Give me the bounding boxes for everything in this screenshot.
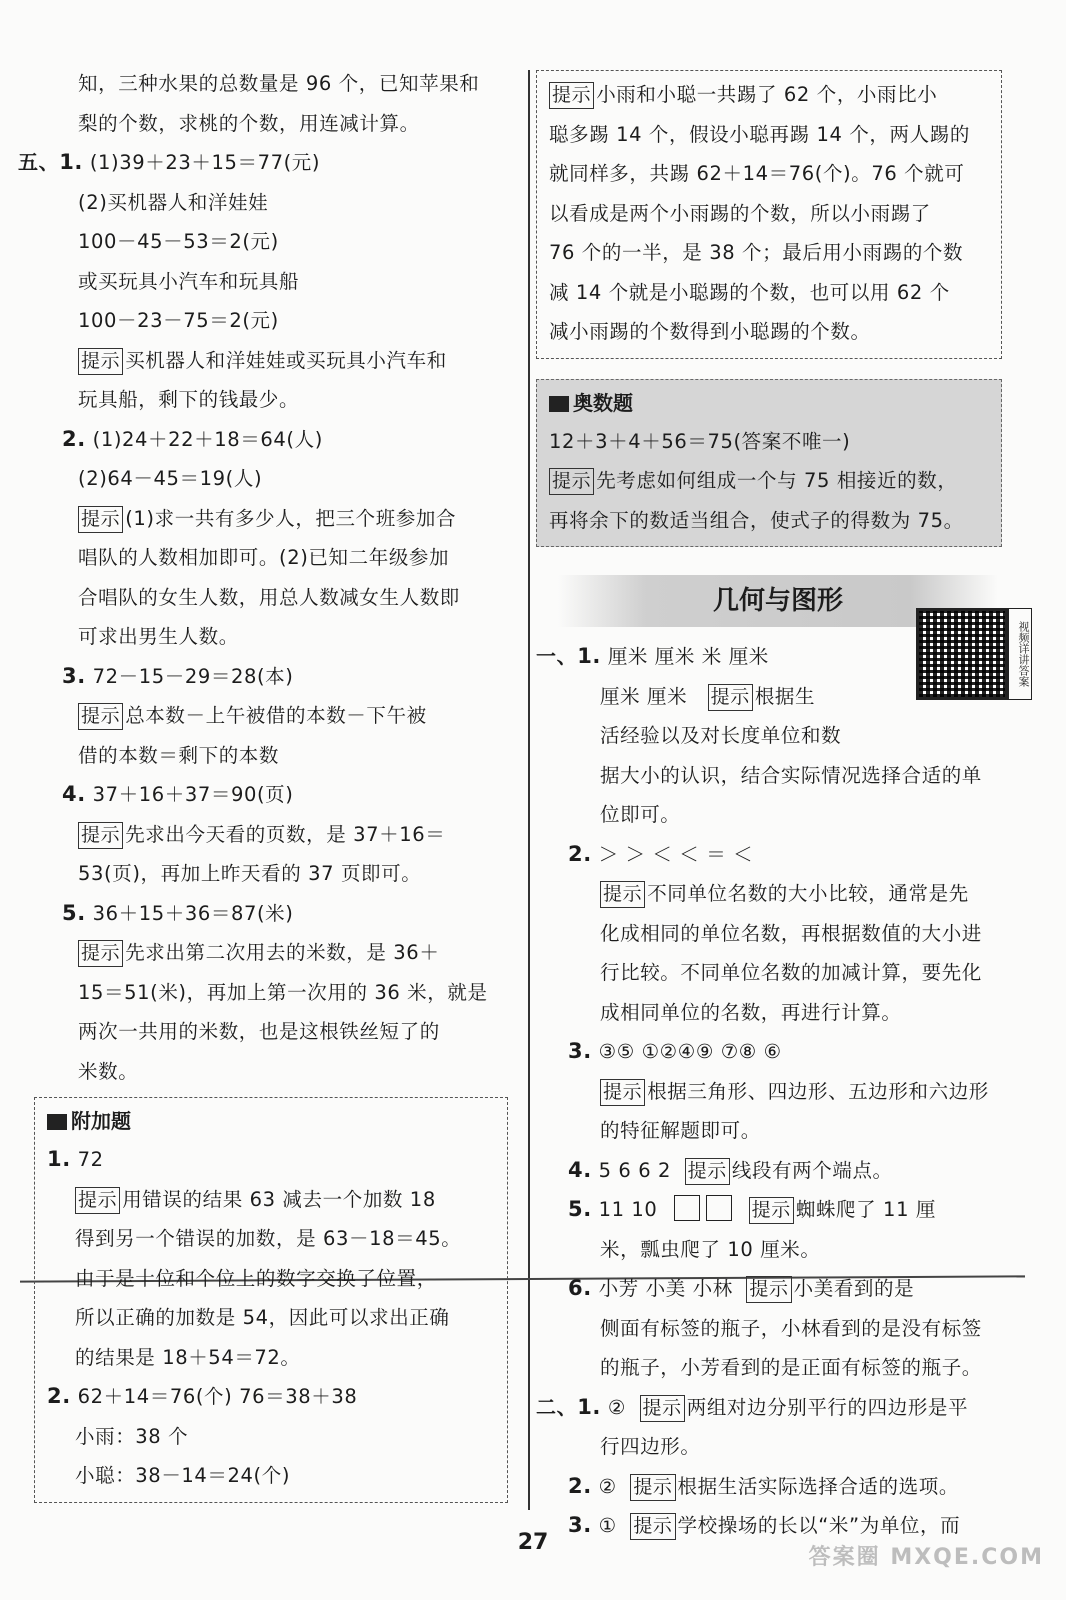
- answer-text: 厘米 厘米 米 厘米: [607, 645, 769, 668]
- question-number: 1.: [59, 150, 83, 174]
- tip-line: 以看成是两个小雨踢的个数，所以小雨踢了: [549, 201, 931, 225]
- tip-label: 提示: [78, 506, 123, 533]
- tip-text: 根据生: [754, 684, 816, 708]
- question-number: 2.: [47, 1384, 71, 1408]
- sec1-q5-line1: [536, 1190, 1036, 1230]
- answer-line: 小雨：38 个: [75, 1424, 189, 1448]
- tip-text: 小雨和小聪一共踢了 62 个，小雨比小: [596, 83, 938, 106]
- watermark-logo: 答案圈 MXQE.COM: [808, 1545, 1044, 1570]
- right-column: [536, 70, 1036, 1546]
- tip-line: 米数。: [78, 1059, 139, 1083]
- tip-line: 聪多踢 14 个，假设小聪再踢 14 个，两人踢的: [549, 122, 970, 146]
- answer-text: ③⑤ ①②④⑨ ⑦⑧ ⑥: [598, 1040, 782, 1063]
- question-number: 1.: [577, 644, 601, 668]
- answer-text: 11 10: [598, 1198, 658, 1221]
- sec5-q1-line1: [18, 143, 524, 183]
- tip-line: 活经验以及对长度单位和数: [600, 724, 842, 747]
- tip-text: 根据生活实际选择合适的选项。: [677, 1474, 959, 1498]
- tip-line: [18, 499, 524, 539]
- blank-box-icon: [674, 1195, 700, 1221]
- question-number: 1.: [47, 1147, 71, 1171]
- olympiad-title: [549, 384, 989, 422]
- olympiad-title-text: 奥数题: [573, 390, 633, 415]
- tip-line: 所以正确的加数是 54，因此可以求出正确: [75, 1306, 450, 1329]
- tip-line: 就同样多，共踢 62＋14＝76(个)。76 个就可: [549, 162, 965, 185]
- tip-line: 合唱队的女生人数，用总人数减女生人数即: [78, 585, 460, 609]
- question-number: 3.: [62, 663, 86, 688]
- section-heading: 几何与图形: [558, 575, 998, 627]
- answer-text: 62＋14＝76(个) 76＝38＋38: [77, 1385, 358, 1408]
- sec5-q3-line1: [18, 657, 524, 697]
- question-number: 3.: [568, 1513, 592, 1537]
- answer-text: 小芳 小美 小林: [598, 1277, 733, 1300]
- tip-line: 化成相同的单位名数，再根据数值的大小进: [600, 921, 982, 945]
- tip-line: 借的本数＝剩下的本数: [78, 743, 280, 767]
- sec2-q1-line1: [536, 1388, 1036, 1428]
- section-marker: 一、: [536, 644, 578, 668]
- tip-text: 小美看到的是: [793, 1277, 915, 1300]
- bonus-box: [34, 1097, 508, 1503]
- answer-line: (2)64－45＝19(人): [78, 467, 263, 490]
- tip-text: 先考虑如何组成一个与 75 相接近的数，: [596, 469, 958, 492]
- answer-line: 12＋3＋4＋56＝75(答案不唯一): [549, 429, 851, 453]
- tip-line: [536, 1072, 1036, 1112]
- olympiad-box: [536, 379, 1002, 548]
- tip-line: 由于是十位和个位上的数字交换了位置，: [75, 1266, 437, 1290]
- tip-line: 行四边形。: [600, 1435, 701, 1458]
- tip-text: 线段有两个端点。: [731, 1158, 893, 1182]
- tip-label: 提示: [78, 348, 123, 375]
- tip-label: 提示: [630, 1474, 675, 1501]
- tip-label: 提示: [600, 881, 645, 908]
- tip-text: 买机器人和洋娃娃或买玩具小汽车和: [125, 348, 447, 372]
- tip-label: 提示: [640, 1395, 685, 1422]
- column-divider: [528, 70, 530, 1510]
- blank-box-icon: [706, 1195, 732, 1221]
- text-line: 梨的个数，求桃的个数，用连减计算。: [78, 111, 420, 135]
- tip-line: 米，瓢虫爬了 10 厘米。: [600, 1237, 821, 1261]
- answer-text: 72: [77, 1148, 104, 1171]
- tip-line: 减小雨踢的个数得到小聪踢的个数。: [549, 320, 871, 343]
- tip-label: 提示: [630, 1513, 675, 1540]
- question-number: 3.: [568, 1039, 592, 1063]
- tip-line: 减 14 个就是小聪踢的个数，也可以用 62 个: [549, 280, 950, 304]
- qr-label: 视频详讲答案: [1008, 608, 1032, 700]
- tip-line: 得到另一个错误的加数，是 63－18＝45。: [75, 1227, 462, 1250]
- question-number: 5.: [62, 900, 86, 925]
- sec1-q2-line1: [536, 835, 1036, 875]
- answer-text: (1)39＋23＋15＝77(元): [89, 151, 321, 174]
- answer-text: (1)24＋22＋18＝64(人): [92, 427, 323, 451]
- tip-label: 提示: [549, 82, 594, 109]
- tip-line: [536, 874, 1036, 914]
- tip-label: 提示: [78, 822, 123, 849]
- continued-tip-box: [536, 70, 1002, 359]
- tip-line: 76 个的一半，是 38 个；最后用小雨踢的个数: [549, 241, 964, 264]
- bonus-q2-line1: [47, 1377, 495, 1417]
- sec2-q2-line1: [536, 1467, 1036, 1507]
- tip-line: 玩具船，剩下的钱最少。: [78, 388, 300, 411]
- page-number: 27: [517, 1530, 549, 1555]
- tip-label: 提示: [78, 940, 123, 967]
- section-marker: 二、: [536, 1394, 578, 1419]
- tip-line: 的特征解题即可。: [600, 1119, 761, 1142]
- tip-text: 学校操场的长以“米”为单位，而: [677, 1514, 961, 1537]
- sec1-q6-line1: [536, 1269, 1036, 1309]
- tip-text: 不同单位名数的大小比较，通常是先: [647, 882, 969, 905]
- answer-text: ＞ ＞ ＜ ＜ ＝ ＜: [598, 842, 754, 866]
- tip-text: 用错误的结果 63 减去一个加数 18: [122, 1187, 436, 1211]
- sec5-q5-line1: [18, 894, 524, 934]
- answer-text: 36＋15＋36＝87(米): [92, 901, 294, 925]
- sec5-q4-line1: [18, 775, 524, 815]
- tip-text: 根据三角形、四边形、五边形和六边形: [647, 1079, 989, 1103]
- tip-line: 行比较。不同单位名数的加减计算，要先化: [600, 961, 982, 984]
- tip-line: 位即可。: [600, 803, 681, 826]
- tip-label: 提示: [746, 1276, 791, 1303]
- tip-line: 15＝51(米)，再加上第一次用的 36 米，就是: [78, 980, 488, 1004]
- tip-text: 蜘蛛爬了 11 厘: [795, 1198, 936, 1221]
- tip-line: 53(页)，再加上昨天看的 37 页即可。: [78, 862, 422, 885]
- answer-line: 小聪：38－14＝24(个): [75, 1464, 291, 1487]
- answer-line: 100－23－75＝2(元): [78, 309, 279, 332]
- answer-text: 72－15－29＝28(本): [92, 664, 294, 688]
- tip-line: [18, 696, 524, 736]
- answer-line: 100－45－53＝2(元): [78, 230, 279, 253]
- tip-line: [18, 933, 524, 973]
- tip-label: 提示: [708, 684, 753, 711]
- sec5-q2-line1: [18, 420, 524, 460]
- question-number: 1.: [577, 1394, 601, 1419]
- question-number: 2.: [568, 841, 592, 866]
- answer-line: (2)买机器人和洋娃娃: [78, 190, 269, 214]
- tip-line: 再将余下的数适当组合，使式子的得数为 75。: [549, 508, 964, 532]
- tip-label: 提示: [549, 468, 594, 495]
- tip-line: 据大小的认识，结合实际情况选择合适的单: [600, 763, 982, 787]
- bonus-title-text: 附加题: [71, 1109, 131, 1133]
- answer-text: ②: [598, 1474, 617, 1498]
- bonus-title: [47, 1102, 495, 1140]
- tip-line: [549, 75, 989, 115]
- tip-text: 先求出第二次用去的米数，是 36＋: [125, 941, 440, 964]
- sec1-q4-line1: [536, 1151, 1036, 1191]
- question-number: 2.: [62, 426, 86, 451]
- tip-line: [549, 461, 989, 501]
- bonus-q1-line1: [47, 1140, 495, 1180]
- question-number: 4.: [568, 1157, 592, 1182]
- tip-text: 总本数－上午被借的本数－下午被: [125, 704, 427, 727]
- answer-text: 厘米 厘米: [600, 684, 688, 708]
- answer-text: 37＋16＋37＝90(页): [92, 783, 294, 806]
- text-line: 知，三种水果的总数量是 96 个，已知苹果和: [78, 72, 480, 95]
- tip-line: 可求出男生人数。: [78, 625, 239, 648]
- tip-line: [47, 1180, 495, 1220]
- answer-line: 或买玩具小汽车和玩具船: [78, 269, 300, 293]
- question-number: 2.: [568, 1473, 592, 1498]
- tip-label: 提示: [78, 703, 123, 730]
- tip-line: 唱队的人数相加即可。(2)已知二年级参加: [78, 546, 450, 569]
- left-column: [18, 64, 524, 1503]
- question-number: 6.: [568, 1276, 592, 1300]
- answer-text: ②: [607, 1395, 626, 1419]
- tip-line: 两次一共用的米数，也是这根铁丝短了的: [78, 1020, 440, 1043]
- answer-text: ①: [598, 1514, 617, 1537]
- answer-text: 5 6 6 2: [598, 1158, 672, 1182]
- tip-label: 提示: [75, 1187, 120, 1214]
- tip-text: 先求出今天看的页数，是 37＋16＝: [125, 822, 446, 846]
- tip-line: 成相同单位的名数，再进行计算。: [600, 1000, 902, 1024]
- tip-text: 两组对边分别平行的四边形是平: [686, 1395, 969, 1419]
- sec1-q3-line1: [536, 1032, 1036, 1072]
- tip-label: 提示: [685, 1158, 730, 1185]
- qr-code-icon[interactable]: [916, 608, 1008, 700]
- tip-text: (1)求一共有多少人，把三个班参加合: [125, 506, 457, 530]
- tip-label: 提示: [749, 1197, 794, 1224]
- title-marker-icon: [549, 396, 569, 412]
- tip-line: 的瓶子，小芳看到的是正面有标签的瓶子。: [600, 1356, 982, 1379]
- tip-line: 的结果是 18＋54＝72。: [75, 1345, 301, 1369]
- tip-line: 侧面有标签的瓶子，小林看到的是没有标签: [600, 1316, 982, 1340]
- tip-line: [18, 341, 524, 381]
- question-number: 4.: [62, 782, 86, 806]
- tip-line: [18, 815, 524, 855]
- question-number: 5.: [568, 1197, 592, 1221]
- tip-label: 提示: [600, 1079, 645, 1106]
- section-marker: 五、: [18, 150, 60, 174]
- title-marker-icon: [47, 1114, 67, 1130]
